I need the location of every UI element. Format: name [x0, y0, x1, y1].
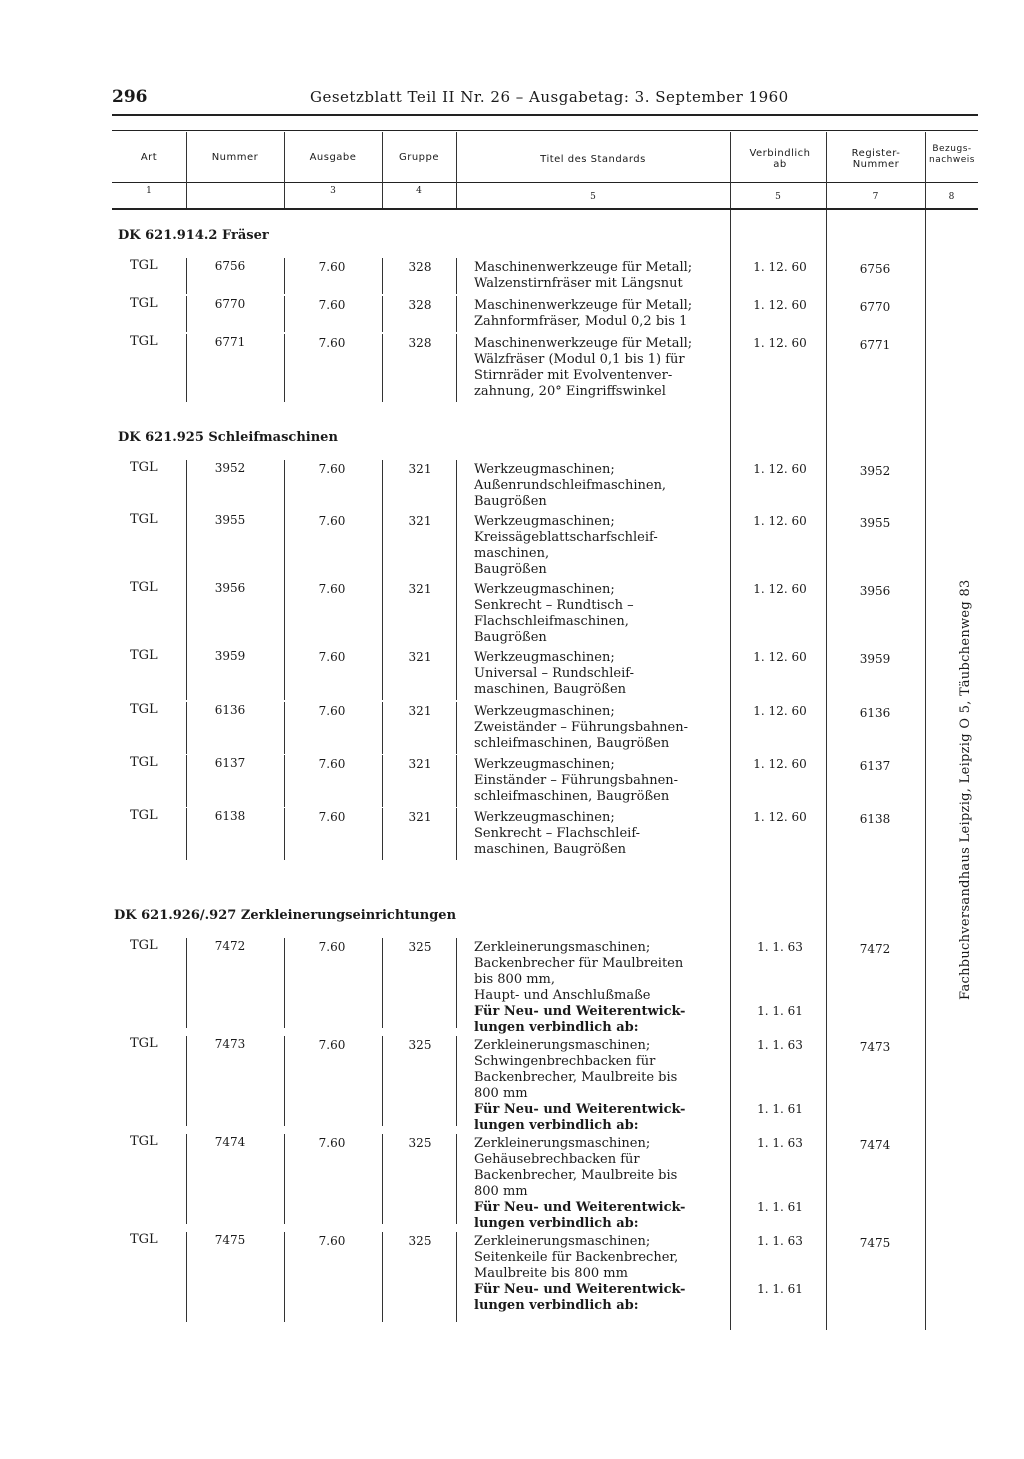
section-heading: DK 621.914.2 Fräser: [118, 228, 269, 243]
titel-cell: [474, 1136, 724, 1232]
titel-line: Werkzeugmaschinen;: [474, 462, 615, 477]
titel-line: Seitenkeile für Backenbrecher,: [474, 1250, 679, 1265]
verbindlich-cell: 1. 1. 63: [757, 1234, 803, 1248]
row-divider: [284, 1036, 285, 1126]
row-divider: [186, 1232, 187, 1322]
verbindlich-neu-cell: 1. 1. 61: [757, 1004, 803, 1018]
row-divider: [382, 1036, 383, 1126]
ausgabe-cell: 7.60: [318, 810, 346, 824]
titel-line: Schwingenbrechbacken für: [474, 1054, 656, 1069]
row-divider: [382, 808, 383, 860]
titel-line: Walzenstirnfräser mit Längsnut: [474, 276, 683, 291]
row-divider: [456, 258, 457, 294]
art-cell: TGL: [130, 1232, 158, 1247]
col-number: 8: [948, 192, 955, 202]
titel-line: bis 800 mm,: [474, 972, 556, 987]
art-cell: TGL: [130, 460, 158, 475]
ausgabe-cell: 7.60: [318, 1136, 346, 1150]
titel-line: Zerkleinerungsmaschinen;: [474, 1234, 651, 1249]
row-divider: [284, 258, 285, 294]
titel-note-line: lungen verbindlich ab:: [474, 1020, 639, 1035]
table-top-rule: [112, 130, 978, 131]
row-divider: [284, 1232, 285, 1322]
nummer-cell: 7474: [214, 1135, 246, 1149]
titel-line: 800 mm: [474, 1184, 528, 1199]
verbindlich-cell: 1. 12. 60: [753, 260, 807, 274]
verbindlich-cell: 1. 12. 60: [753, 810, 807, 824]
register-cell: 6137: [859, 759, 891, 773]
titel-line: Werkzeugmaschinen;: [474, 514, 615, 529]
verbindlich-neu-cell: 1. 1. 61: [757, 1200, 803, 1214]
gruppe-cell: 325: [408, 940, 432, 954]
row-divider: [382, 755, 383, 807]
verbindlich-cell: 1. 12. 60: [753, 514, 807, 528]
row-divider: [456, 755, 457, 807]
art-cell: TGL: [130, 755, 158, 770]
row-divider: [456, 334, 457, 402]
titel-line: Kreissägeblattscharfschleif-: [474, 530, 658, 545]
gruppe-cell: 321: [408, 462, 432, 476]
row-divider: [456, 702, 457, 754]
table-header-rule: [112, 182, 978, 183]
ausgabe-cell: 7.60: [318, 650, 346, 664]
row-divider: [456, 938, 457, 1028]
register-cell: 7472: [859, 942, 891, 956]
titel-line: Baugrößen: [474, 562, 547, 577]
nummer-cell: 3956: [214, 581, 246, 595]
row-divider: [456, 1232, 457, 1322]
titel-cell: [474, 462, 724, 510]
titel-note-line: Für Neu- und Weiterentwick-: [474, 1102, 686, 1117]
row-divider: [456, 1036, 457, 1126]
register-cell: 3955: [859, 516, 891, 530]
gruppe-cell: 321: [408, 757, 432, 771]
col-divider: [186, 132, 187, 208]
titel-cell: [474, 757, 724, 805]
row-divider: [284, 938, 285, 1028]
row-divider: [382, 580, 383, 648]
verbindlich-cell: 1. 12. 60: [753, 582, 807, 596]
col-number: 7: [872, 192, 879, 202]
row-divider: [284, 808, 285, 860]
titel-cell: [474, 582, 724, 646]
verbindlich-cell: 1. 1. 63: [757, 1038, 803, 1052]
ausgabe-cell: 7.60: [318, 940, 346, 954]
ausgabe-cell: 7.60: [318, 336, 346, 350]
row-divider: [284, 755, 285, 807]
gruppe-cell: 325: [408, 1038, 432, 1052]
col-header-titel: Titel des Standards: [540, 154, 646, 165]
titel-cell: [474, 514, 724, 578]
titel-line: Maschinenwerkzeuge für Metall;: [474, 336, 693, 351]
nummer-cell: 7472: [214, 939, 246, 953]
titel-line: Universal – Rundschleif-: [474, 666, 635, 681]
art-cell: TGL: [130, 1134, 158, 1149]
page-number: 296: [112, 87, 148, 107]
col-header-verbindlich: Verbindlich ab: [749, 148, 811, 170]
row-divider: [186, 334, 187, 402]
row-divider: [284, 1134, 285, 1224]
titel-line: Zerkleinerungsmaschinen;: [474, 940, 651, 955]
verbindlich-cell: 1. 12. 60: [753, 650, 807, 664]
section-heading: DK 621.926/.927 Zerkleinerungseinrichtungen: [114, 908, 457, 923]
row-divider: [186, 1134, 187, 1224]
titel-line: schleifmaschinen, Baugrößen: [474, 789, 670, 804]
art-cell: TGL: [130, 258, 158, 273]
row-divider: [456, 648, 457, 700]
nummer-cell: 6756: [214, 259, 246, 273]
titel-line: Zerkleinerungsmaschinen;: [474, 1136, 651, 1151]
titel-line: Wälzfräser (Modul 0,1 bis 1) für: [474, 352, 685, 367]
row-divider: [284, 648, 285, 700]
nummer-cell: 3959: [214, 649, 246, 663]
col-divider: [284, 132, 285, 208]
publisher-note: Fachbuchversandhaus Leipzig, Leipzig O 5, Täubchenweg 83: [958, 579, 973, 1000]
gruppe-cell: 321: [408, 810, 432, 824]
verbindlich-cell: 1. 12. 60: [753, 462, 807, 476]
titel-line: Baugrößen: [474, 494, 547, 509]
row-divider: [186, 258, 187, 294]
verbindlich-cell: 1. 12. 60: [753, 336, 807, 350]
row-divider: [284, 580, 285, 648]
titel-cell: [474, 1038, 724, 1134]
titel-cell: [474, 810, 724, 858]
row-divider: [382, 460, 383, 512]
titel-line: 800 mm: [474, 1086, 528, 1101]
gruppe-cell: 321: [408, 514, 432, 528]
titel-line: maschinen, Baugrößen: [474, 682, 627, 697]
gruppe-cell: 325: [408, 1234, 432, 1248]
titel-note-line: lungen verbindlich ab:: [474, 1298, 639, 1313]
register-cell: 3952: [859, 464, 891, 478]
titel-line: Werkzeugmaschinen;: [474, 582, 615, 597]
row-divider: [456, 512, 457, 580]
verbindlich-cell: 1. 1. 63: [757, 940, 803, 954]
verbindlich-cell: 1. 12. 60: [753, 298, 807, 312]
register-cell: 6138: [859, 812, 891, 826]
verbindlich-cell: 1. 12. 60: [753, 757, 807, 771]
titel-line: Außenrundschleifmaschinen,: [474, 478, 667, 493]
titel-line: maschinen, Baugrößen: [474, 842, 627, 857]
art-cell: TGL: [130, 296, 158, 311]
register-cell: 7474: [859, 1138, 891, 1152]
row-divider: [382, 702, 383, 754]
titel-line: Stirnräder mit Evolventenver-: [474, 368, 673, 383]
row-divider: [456, 1134, 457, 1224]
art-cell: TGL: [130, 648, 158, 663]
titel-line: Senkrecht – Flachschleif-: [474, 826, 641, 841]
ausgabe-cell: 7.60: [318, 757, 346, 771]
art-cell: TGL: [130, 512, 158, 527]
row-divider: [186, 1036, 187, 1126]
col-header-nummer: Nummer: [211, 152, 259, 163]
verbindlich-neu-cell: 1. 1. 61: [757, 1282, 803, 1296]
ausgabe-cell: 7.60: [318, 260, 346, 274]
col-header-register: Register-Nummer: [851, 148, 901, 170]
ausgabe-cell: 7.60: [318, 704, 346, 718]
row-divider: [382, 938, 383, 1028]
titel-line: Flachschleifmaschinen,: [474, 614, 629, 629]
titel-line: maschinen,: [474, 546, 550, 561]
nummer-cell: 6771: [214, 335, 246, 349]
register-cell: 6771: [859, 338, 891, 352]
nummer-cell: 3952: [214, 461, 246, 475]
section-heading: DK 621.925 Schleifmaschinen: [118, 430, 338, 445]
titel-cell: [474, 650, 724, 698]
register-cell: 6756: [859, 262, 891, 276]
gruppe-cell: 325: [408, 1136, 432, 1150]
titel-line: Zerkleinerungsmaschinen;: [474, 1038, 651, 1053]
row-divider: [284, 702, 285, 754]
titel-line: Zweiständer – Führungsbahnen-: [474, 720, 689, 735]
ausgabe-cell: 7.60: [318, 582, 346, 596]
gruppe-cell: 321: [408, 650, 432, 664]
gruppe-cell: 328: [408, 336, 432, 350]
ausgabe-cell: 7.60: [318, 462, 346, 476]
titel-line: Maulbreite bis 800 mm: [474, 1266, 628, 1281]
col-number: 5: [590, 192, 596, 202]
row-divider: [382, 1134, 383, 1224]
titel-cell: [474, 298, 724, 330]
gruppe-cell: 321: [408, 704, 432, 718]
col-header-gruppe: Gruppe: [398, 152, 440, 163]
col-number: 1: [146, 186, 152, 196]
row-divider: [186, 938, 187, 1028]
titel-line: Maschinenwerkzeuge für Metall;: [474, 298, 693, 313]
verbindlich-neu-cell: 1. 1. 61: [757, 1102, 803, 1116]
titel-cell: [474, 704, 724, 752]
register-cell: 6770: [859, 300, 891, 314]
row-divider: [456, 460, 457, 512]
titel-line: Werkzeugmaschinen;: [474, 650, 615, 665]
table-header-bottom-rule: [112, 208, 978, 210]
nummer-cell: 6770: [214, 297, 246, 311]
register-cell: 7473: [859, 1040, 891, 1054]
col-divider: [730, 210, 731, 1330]
titel-note-line: Für Neu- und Weiterentwick-: [474, 1004, 686, 1019]
titel-line: Werkzeugmaschinen;: [474, 810, 615, 825]
row-divider: [284, 512, 285, 580]
gruppe-cell: 328: [408, 260, 432, 274]
art-cell: TGL: [130, 702, 158, 717]
titel-line: Backenbrecher für Maulbreiten: [474, 956, 684, 971]
titel-line: schleifmaschinen, Baugrößen: [474, 736, 670, 751]
art-cell: TGL: [130, 334, 158, 349]
col-divider: [826, 210, 827, 1330]
row-divider: [382, 1232, 383, 1322]
row-divider: [186, 460, 187, 512]
row-divider: [186, 755, 187, 807]
col-header-ausgabe: Ausgabe: [309, 152, 357, 163]
titel-line: Werkzeugmaschinen;: [474, 704, 615, 719]
header-rule: [112, 114, 978, 116]
titel-line: zahnung, 20° Eingriffswinkel: [474, 384, 666, 399]
row-divider: [456, 296, 457, 332]
titel-line: Einständer – Führungsbahnen-: [474, 773, 679, 788]
verbindlich-cell: 1. 12. 60: [753, 704, 807, 718]
titel-note-line: lungen verbindlich ab:: [474, 1118, 639, 1133]
row-divider: [382, 258, 383, 294]
row-divider: [284, 460, 285, 512]
art-cell: TGL: [130, 1036, 158, 1051]
verbindlich-cell: 1. 1. 63: [757, 1136, 803, 1150]
titel-line: Haupt- und Anschlußmaße: [474, 988, 651, 1003]
col-header-bezug: Bezugs-nachweis: [929, 144, 975, 165]
art-cell: TGL: [130, 808, 158, 823]
titel-cell: [474, 260, 724, 292]
row-divider: [186, 808, 187, 860]
register-cell: 7475: [859, 1236, 891, 1250]
gruppe-cell: 321: [408, 582, 432, 596]
nummer-cell: 6137: [214, 756, 246, 770]
row-divider: [382, 512, 383, 580]
col-header-art: Art: [140, 152, 158, 163]
art-cell: TGL: [130, 938, 158, 953]
row-divider: [186, 296, 187, 332]
titel-line: Baugrößen: [474, 630, 547, 645]
ausgabe-cell: 7.60: [318, 1234, 346, 1248]
register-cell: 3956: [859, 584, 891, 598]
col-number: 4: [416, 186, 422, 196]
register-cell: 3959: [859, 652, 891, 666]
ausgabe-cell: 7.60: [318, 1038, 346, 1052]
art-cell: TGL: [130, 580, 158, 595]
titel-line: Maschinenwerkzeuge für Metall;: [474, 260, 693, 275]
row-divider: [456, 580, 457, 648]
row-divider: [382, 296, 383, 332]
titel-note-line: Für Neu- und Weiterentwick-: [474, 1282, 686, 1297]
titel-cell: [474, 336, 724, 400]
titel-line: Gehäusebrechbacken für: [474, 1152, 640, 1167]
ausgabe-cell: 7.60: [318, 514, 346, 528]
row-divider: [284, 296, 285, 332]
register-cell: 6136: [859, 706, 891, 720]
ausgabe-cell: 7.60: [318, 298, 346, 312]
gruppe-cell: 328: [408, 298, 432, 312]
nummer-cell: 7475: [214, 1233, 246, 1247]
nummer-cell: 6136: [214, 703, 246, 717]
row-divider: [382, 648, 383, 700]
nummer-cell: 3955: [214, 513, 246, 527]
row-divider: [186, 702, 187, 754]
row-divider: [186, 648, 187, 700]
col-number: 5: [775, 192, 781, 202]
titel-line: Senkrecht – Rundtisch –: [474, 598, 634, 613]
row-divider: [186, 512, 187, 580]
titel-note-line: Für Neu- und Weiterentwick-: [474, 1200, 686, 1215]
col-divider: [382, 132, 383, 208]
col-number: 3: [330, 186, 336, 196]
col-divider: [925, 210, 926, 1330]
row-divider: [186, 580, 187, 648]
titel-cell: [474, 1234, 724, 1314]
titel-line: Backenbrecher, Maulbreite bis: [474, 1168, 678, 1183]
nummer-cell: 6138: [214, 809, 246, 823]
page-title: Gesetzblatt Teil II Nr. 26 – Ausgabetag: 3. September 1960: [310, 88, 789, 106]
row-divider: [284, 334, 285, 402]
titel-line: Zahnformfräser, Modul 0,2 bis 1: [474, 314, 688, 329]
titel-line: Backenbrecher, Maulbreite bis: [474, 1070, 678, 1085]
titel-note-line: lungen verbindlich ab:: [474, 1216, 639, 1231]
row-divider: [382, 334, 383, 402]
nummer-cell: 7473: [214, 1037, 246, 1051]
titel-line: Werkzeugmaschinen;: [474, 757, 615, 772]
row-divider: [456, 808, 457, 860]
titel-cell: [474, 940, 724, 1036]
